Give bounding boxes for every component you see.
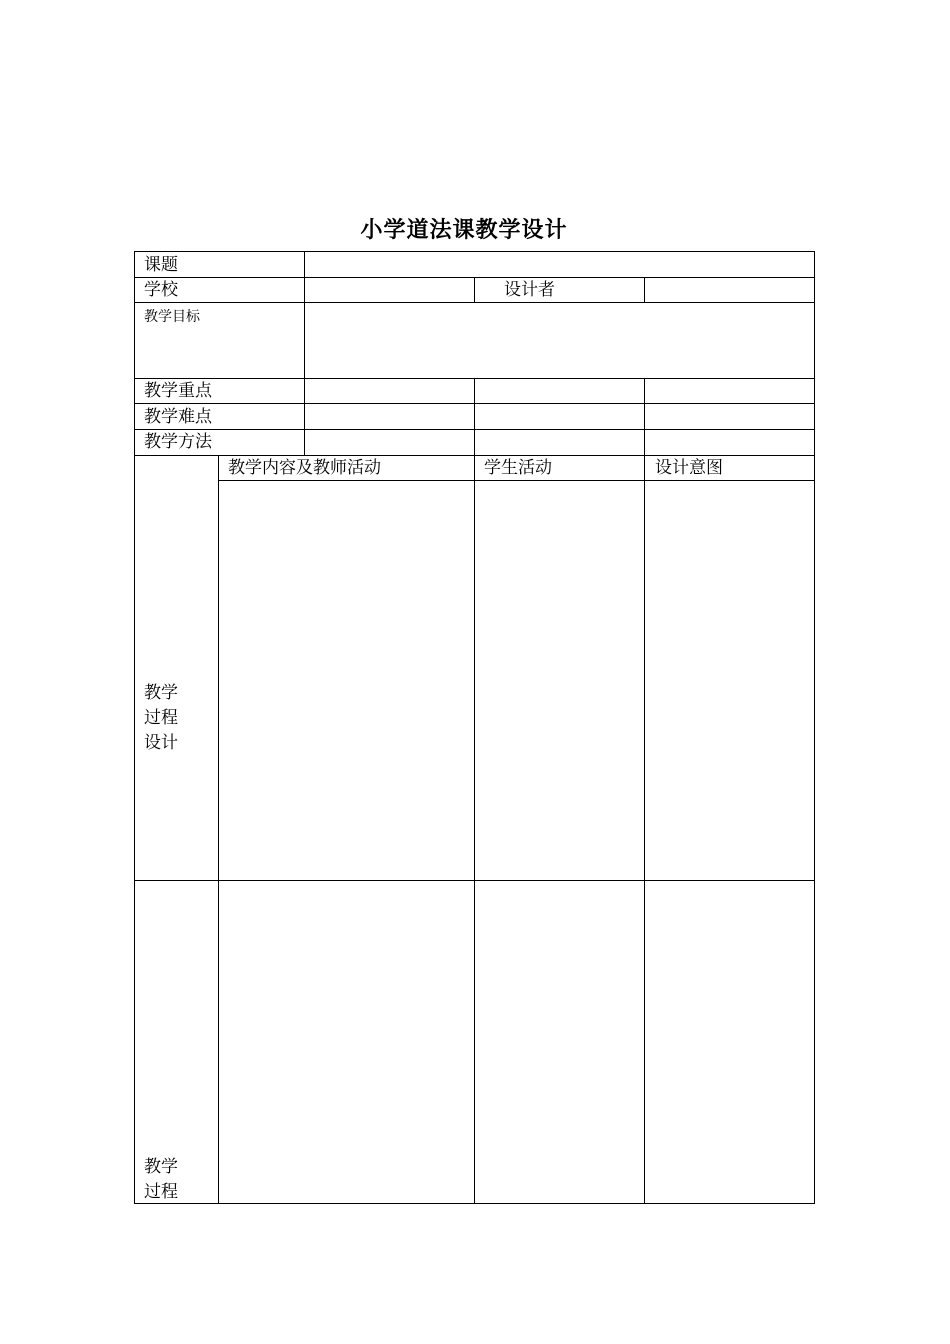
col-divider	[644, 277, 645, 303]
content-column-header: 教学内容及教师活动	[228, 458, 381, 478]
page-title: 小学道法课教学设计	[360, 217, 568, 243]
objectives-label: 教学目标	[144, 309, 200, 325]
objectives-field[interactable]	[306, 304, 812, 376]
col-divider	[304, 251, 305, 455]
key-points-label: 教学重点	[144, 381, 212, 401]
methods-label: 教学方法	[144, 432, 212, 452]
topic-field[interactable]	[306, 253, 812, 275]
designer-field[interactable]	[646, 279, 812, 301]
process-label-line: 过程	[144, 708, 178, 728]
lesson-plan-table	[134, 251, 815, 1204]
difficulties-label: 教学难点	[144, 407, 212, 427]
school-label: 学校	[144, 280, 178, 300]
content-cell[interactable]	[220, 882, 472, 1201]
process-label2-line: 过程	[144, 1182, 178, 1202]
process-label2-line: 教学	[144, 1157, 178, 1177]
process-label-line: 教学	[144, 683, 178, 703]
topic-label: 课题	[144, 255, 178, 275]
row-divider	[218, 480, 815, 481]
col-divider	[644, 378, 645, 1204]
intent-column-header: 设计意图	[655, 458, 723, 478]
col-divider	[474, 378, 475, 1204]
col-divider	[218, 455, 219, 1204]
intent-cell[interactable]	[646, 882, 812, 1201]
student-cell[interactable]	[476, 882, 642, 1201]
content-cell[interactable]	[220, 482, 472, 878]
school-field[interactable]	[306, 279, 472, 301]
student-cell[interactable]	[476, 482, 642, 878]
intent-cell[interactable]	[646, 482, 812, 878]
table-border-right	[814, 251, 815, 1204]
table-border-left	[134, 251, 135, 1204]
col-divider	[474, 277, 475, 303]
student-column-header: 学生活动	[484, 458, 552, 478]
process-label-line: 设计	[144, 733, 178, 753]
designer-label: 设计者	[504, 280, 555, 300]
table-border-top	[134, 251, 815, 252]
